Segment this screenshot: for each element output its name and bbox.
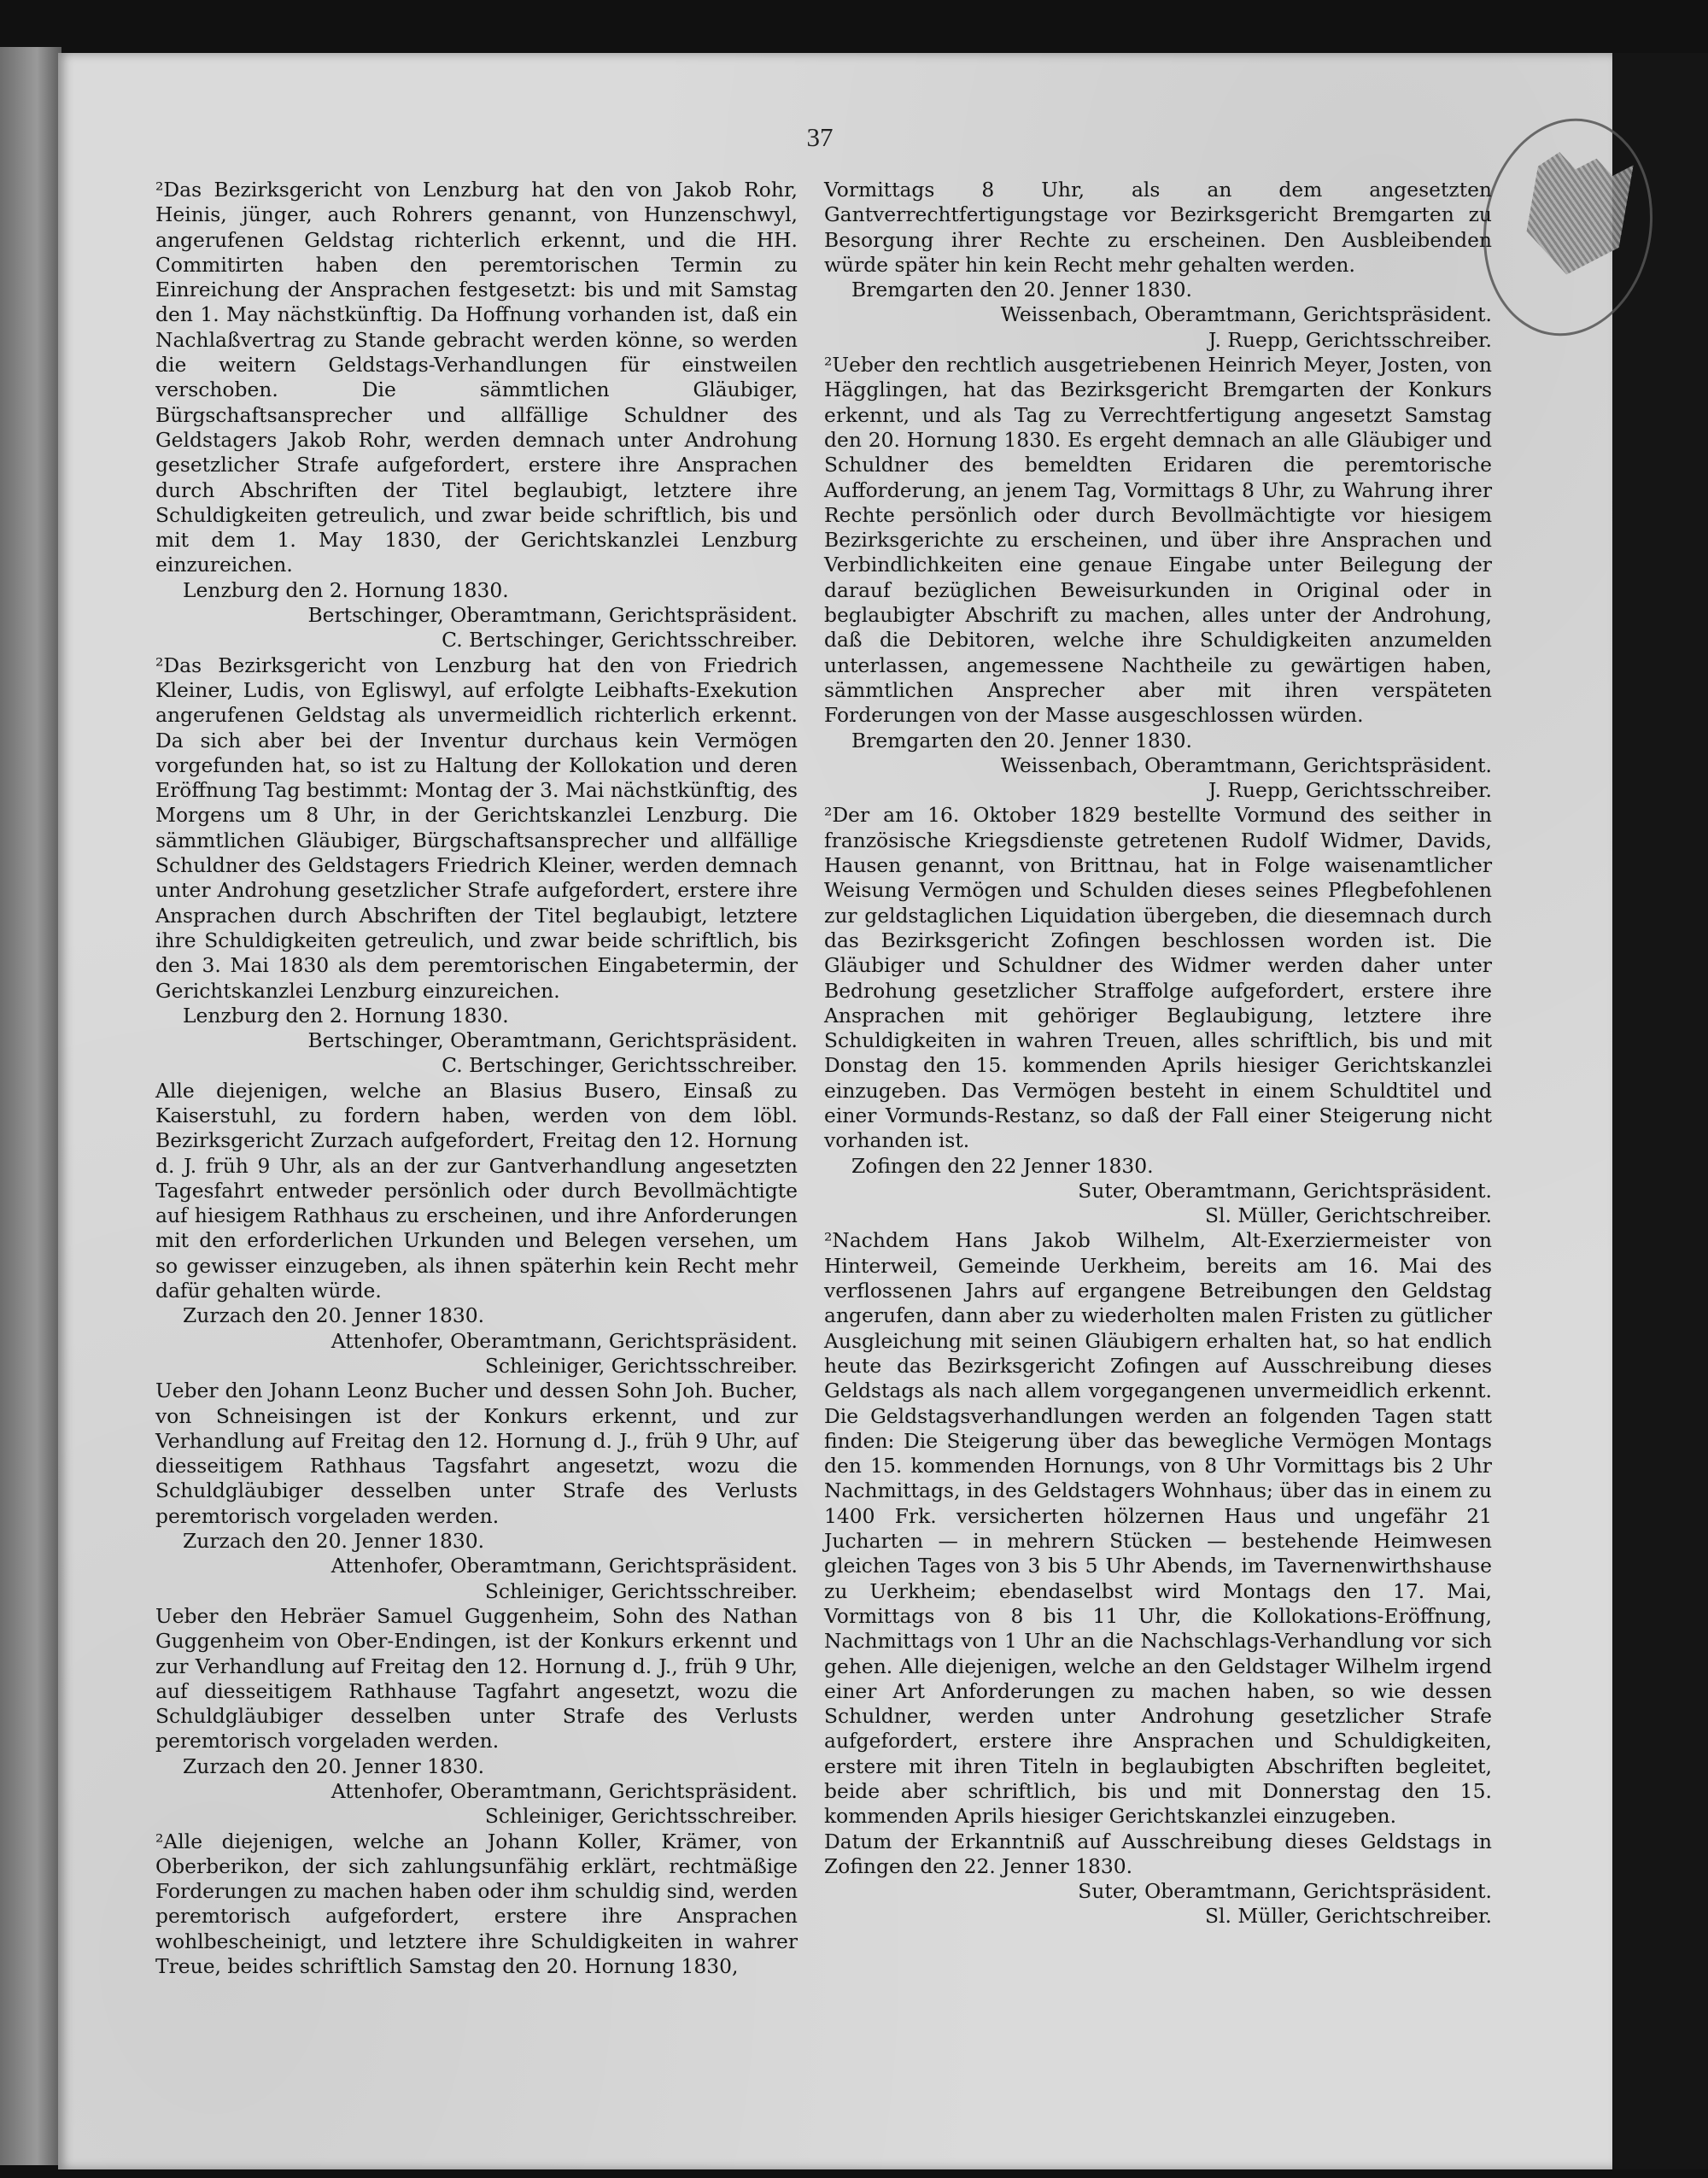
notice-para: Ueber den Hebräer Samuel Guggenheim, Sohn des Nathan Guggenheim von Ober-Endingen, ist der Konkurs erkennt und zur Verhandlung auf Freitag den 12. Hornung d. J., früh 9 Uhr, auf diesseitigem Rathhause Tagfahrt angesetzt, wozu die Schuldgläubiger desselben unter Strafe des Verlusts peremtorisch vorgeladen werden. <box>155 1603 798 1754</box>
notice-sig2: J. Ruepp, Gerichtsschreiber. <box>1208 327 1492 352</box>
notice-sig2: Schleiniger, Gerichtsschreiber. <box>484 1578 798 1603</box>
notice-para: Datum der Erkanntniß auf Ausschreibung dieses Geldstags in Zofingen den 22. Jenner 1830. <box>824 1829 1492 1878</box>
notice-sig2: C. Bertschinger, Gerichtsschreiber. <box>442 628 798 653</box>
notice-para: Alle diejenigen, welche an Blasius Busero, Einsaß zu Kaiserstuhl, zu fordern haben, werden von dem löbl. Bezirksgericht Zurzach aufgefordert, Freitag den 12. Hornung d. J. früh 9 Uhr, als an der zur Gantverhandlung angesetzten Tagesfahrt entweder persönlich oder durch Bevollmächtigte auf hiesigem Rathhaus zu erscheinen, und ihre Anforderungen mit den erforderlichen Urkunden und Belegen versehen, um so gewisser einzugeben, als ihnen späterhin kein Recht mehr dafür gehalten würde. <box>155 1078 798 1303</box>
notice-sig2: Sl. Müller, Gerichtschreiber. <box>1205 1904 1492 1929</box>
notice-sig2: J. Ruepp, Gerichtsschreiber. <box>1208 778 1492 803</box>
notice-para: Ueber den Johann Leonz Bucher und dessen Sohn Joh. Bucher, von Schneisingen ist der Konkurs erkennt, und zur Verhandlung auf Freitag den 12. Hornung d. J., früh 9 Uhr, auf diesseitigem Rathhaus Tagsfahrt angesetzt, wozu die Schuldgläubiger desselben unter Strafe des Verlusts peremtorisch vorgeladen werden. <box>155 1379 798 1528</box>
notice-place: Zurzach den 20. Jenner 1830. <box>183 1754 485 1778</box>
notice-sig2: Schleiniger, Gerichtsschreiber. <box>484 1804 798 1829</box>
notice-sig1: Bertschinger, Oberamtmann, Gerichtspräsident. <box>307 1028 798 1053</box>
notice-sig1: Bertschinger, Oberamtmann, Gerichtspräsident. <box>307 603 798 628</box>
notice-place: Zurzach den 20. Jenner 1830. <box>183 1303 485 1328</box>
notice-place: Lenzburg den 2. Hornung 1830. <box>183 577 509 602</box>
notice-place: Zurzach den 20. Jenner 1830. <box>183 1529 485 1554</box>
notice-sig1: Weissenbach, Oberamtmann, Gerichtspräsident. <box>1000 302 1492 327</box>
notice-sig1: Attenhofer, Oberamtmann, Gerichtspräsident. <box>330 1779 798 1803</box>
previous-page-edge <box>0 47 61 2165</box>
notice-para: ²Das Bezirksgericht von Lenzburg hat den von Friedrich Kleiner, Ludis, von Egliswyl, auf erfolgte Leibhafts-Exekution angerufenen Geldstag als unvermeidlich richterlich erkennt. Da sich aber bei der Inventur durchaus kein Vermögen vorgefunden hat, so ist zu Haltung der Kollokation und deren Eröffnung Tag bestimmt: Montag der 3. Mai nächstkünftig, des Morgens um 8 Uhr, in der Gerichtskanzlei Lenzburg. Die sämmtlichen Gläubiger, Bürgschaftsansprecher und allfällige Schuldner des Geldstagers Friedrich Kleiner, werden demnach unter Androhung gesetzlicher Strafe aufgefordert, erstere ihre Ansprachen durch Abschriften der Titel beglaubigt, letztere ihre Schuldigkeiten getreulich, und zwar beide schriftlich, bis den 3. Mai 1830 als dem peremtorischen Eingabetermin, der Gerichtskanzlei Lenzburg einzureichen. <box>155 653 798 1003</box>
notice-para: ²Alle diejenigen, welche an Johann Koller, Krämer, von Oberberikon, der sich zahlungsunfähig erklärt, rechtmäßige Forderungen zu machen haben oder ihm schuldig sind, werden peremtorisch aufgefordert, erstere ihre Ansprachen wohlbescheinigt, und letztere ihre Schuldigkeiten in wahrer Treue, beides schriftlich Samstag den 20. Hornung 1830, <box>155 1829 798 1979</box>
notice-place: Bremgarten den 20. Jenner 1830. <box>851 728 1192 752</box>
notice-sig1: Attenhofer, Oberamtmann, Gerichtspräsident. <box>330 1554 798 1578</box>
right-column <box>824 178 1492 1929</box>
notice-sig1: Attenhofer, Oberamtmann, Gerichtspräsident. <box>330 1328 798 1353</box>
notice-para: Vormittags 8 Uhr, als an dem angesetzten Gantverrechtfertigungstage vor Bezirksgericht Bremgarten zu Besorgung ihrer Rechte zu erscheinen. Den Ausbleibenden würde später hin kein Recht mehr gehalten werden. <box>824 178 1492 277</box>
notice-sig2: Schleiniger, Gerichtsschreiber. <box>484 1353 798 1378</box>
notice-place: Lenzburg den 2. Hornung 1830. <box>183 1003 509 1028</box>
notice-para: ²Nachdem Hans Jakob Wilhelm, Alt-Exerziermeister von Hinterweil, Gemeinde Uerkheim, bereits am 16. Mai des verflossenen Jahrs auf ergangene Betreibungen den Geldstag angerufen, dann aber zu wiederholten malen Fristen zu gütlicher Ausgleichung mit seinen Gläubigern erhalten hat, so hat endlich heute das Bezirksgericht Zofingen auf Ausschreibung dieses Geldstags als nach allem vorgegangenen unvermeidlich erkennt. Die Geldstagsverhandlungen werden an folgenden Tagen statt finden: Die Steigerung über das bewegliche Vermögen Montags den 15. kommenden Hornungs, von 8 Uhr Vormittags bis 2 Uhr Nachmittags, in des Geldstagers Wohnhaus; über das in einem zu 1400 Frk. versicherten hölzernen Haus und ungefähr 21 Jucharten — in mehrern Stücken — bestehende Heimwesen gleichen Tages von 3 bis 5 Uhr Abends, im Tavernenwirthshause zu Uerkheim; ebendaselbst wird Montags den 17. Mai, Vormittags von 8 bis 11 Uhr, die Kollokations-Eröffnung, Nachmittags von 1 Uhr an die Nachschlags-Verhandlung vor sich gehen. Alle diejenigen, welche an den Geldstager Wilhelm irgend einer Art Anforderungen zu machen haben, so wie dessen Schuldner, werden unter Androhung gesetzlicher Strafe aufgefordert, erstere ihre Ansprachen und Schuldigkeiten, erstere mit ihren Titeln in beglaubigten Abschriften begleitet, beide aber schriftlich, bis und mit Donnerstag den 15. kommenden Aprils hiesiger Gerichtskanzlei einzugeben. <box>824 1228 1492 1829</box>
notice-sig2: C. Bertschinger, Gerichtsschreiber. <box>442 1053 798 1078</box>
notice-para: ²Der am 16. Oktober 1829 bestellte Vormund des seither in französische Kriegsdienste getretenen Rudolf Widmer, Davids, Hausen genannt, von Brittnau, hat in Folge waisenamtlicher Weisung Vermögen und Schulden dieses seines Pflegbefohlenen zur geldstaglichen Liquidation übergeben, die diesemnach durch das Bezirksgericht Zofingen beschlossen worden ist. Die Gläubiger und Schuldner des Widmer werden daher unter Bedrohung gesetzlicher Straffolge aufgefordert, erstere ihre Ansprachen mit gehöriger Beglaubigung, letztere ihre Schuldigkeiten in wahren Treuen, alles schriftlich, bis und mit Donstag den 15. kommenden Aprils hiesiger Gerichtskanzlei einzugeben. Das Vermögen besteht in einem Schuldtitel und einer Vormunds-Restanz, so daß der Fall einer Steigerung nicht vorhanden ist. <box>824 803 1492 1153</box>
page-edge-shadow <box>1612 53 1708 2169</box>
notice-para: ²Ueber den rechtlich ausgetriebenen Heinrich Meyer, Josten, von Hägglingen, hat das Bezirksgericht Bremgarten der Konkurs erkennt, und als Tag zu Verrechtfertigung angesetzt Samstag den 20. Hornung 1830. Es ergeht demnach an alle Gläubiger und Schuldner des bemeldten Eridaren die peremtorische Aufforderung, an jenem Tag, Vormittags 8 Uhr, zu Wahrung ihrer Rechte persönlich oder durch Bevollmächtigte vor hiesigem Bezirksgerichte zu erscheinen, und über ihre Ansprachen und Verbindlichkeiten eine genaue Eingabe unter Beilegung der darauf bezüglichen Beweisurkunden in Original oder in beglaubigter Abschrift zu machen, alles unter der Androhung, daß die Debitoren, welche ihre Schuldigkeiten anzumelden unterlassen, angemessene Nachtheile zu gewärtigen haben, sämmtlichen Ansprecher aber mit ihren verspäteten Forderungen von der Masse ausgeschlossen würden. <box>824 353 1492 728</box>
notice-sig1: Suter, Oberamtmann, Gerichtspräsident. <box>1078 1879 1492 1904</box>
left-column <box>155 178 798 1979</box>
page-number: 37 <box>806 122 834 152</box>
notice-para: ²Das Bezirksgericht von Lenzburg hat den von Jakob Rohr, Heinis, jünger, auch Rohrers genannt, von Hunzenschwyl, angerufenen Geldstag richterlich erkennt, und die HH. Commitirten haben den peremtorischen Termin zu Einreichung der Ansprachen festgesetzt: bis und mit Samstag den 1. May nächstkünftig. Da Hoffnung vorhanden ist, daß ein Nachlaßvertrag zu Stande gebracht werden könne, so werden die weitern Geldstags-Verhandlungen für einstweilen verschoben. Die sämmtlichen Gläubiger, Bürgschaftsansprecher und allfällige Schuldner des Geldstagers Jakob Rohr, werden demnach unter Androhung gesetzlicher Strafe aufgefordert, erstere ihre Ansprachen durch Abschriften der Titel beglaubigt, letztere ihre Schuldigkeiten getreulich, und zwar beide schriftlich, bis und mit dem 1. May 1830, der Gerichtskanzlei Lenzburg einzureichen. <box>155 178 798 577</box>
notice-sig1: Weissenbach, Oberamtmann, Gerichtspräsident. <box>1000 752 1492 777</box>
notice-sig1: Suter, Oberamtmann, Gerichtspräsident. <box>1078 1178 1492 1203</box>
notice-sig2: Sl. Müller, Gerichtschreiber. <box>1205 1203 1492 1228</box>
notice-place: Bremgarten den 20. Jenner 1830. <box>851 278 1192 302</box>
coat-of-arms-icon <box>1520 149 1634 283</box>
notice-place: Zofingen den 22 Jenner 1830. <box>851 1153 1154 1178</box>
